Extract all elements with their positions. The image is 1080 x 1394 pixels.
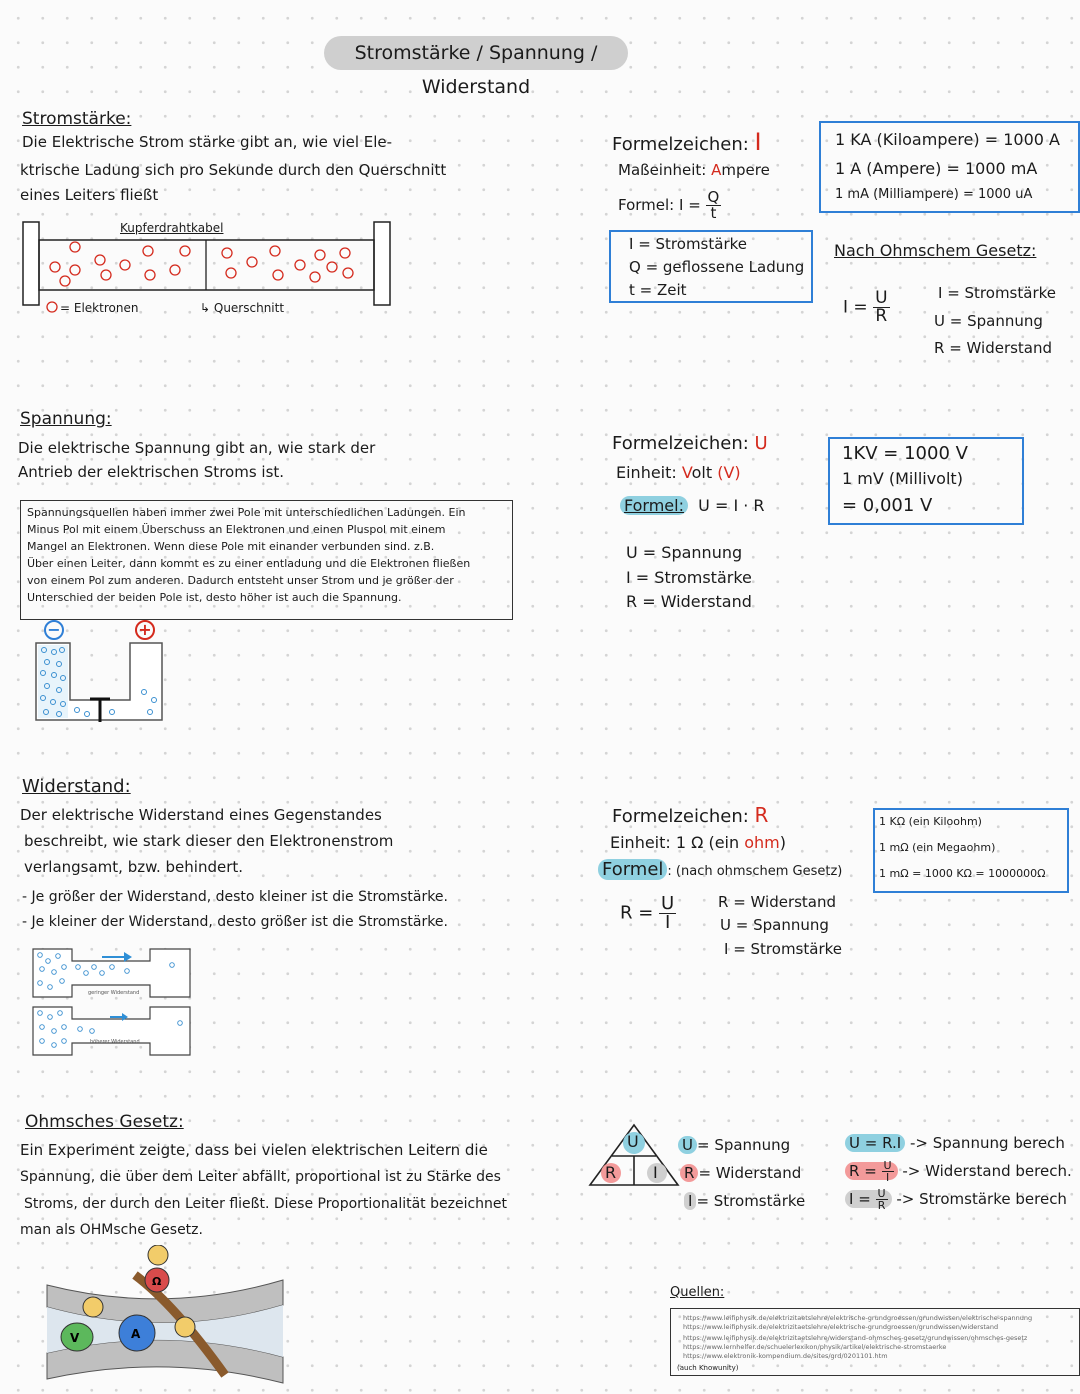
unit-conversion: 1 KA (Kiloampere) = 1000 A — [835, 130, 1060, 149]
spannung-formula-sign: Formelzeichen: U — [612, 433, 768, 454]
widerstand-units-box — [873, 808, 1069, 893]
strom-formula-sign: Formelzeichen: I — [612, 128, 762, 156]
widerstand-formula-sign: Formelzeichen: R — [612, 803, 769, 827]
spannung-info-box — [20, 500, 513, 620]
minus-pole-icon: − — [44, 620, 64, 640]
source-note: (auch Knowunity) — [677, 1364, 739, 1372]
definition-item: I = Stromstärke — [629, 235, 747, 253]
widerstand-formula-note: Formel : (nach ohmschem Gesetz) — [598, 861, 842, 879]
source-link[interactable]: https://www.leifiphysik.de/elektrizitaetslehre/widerstand-ohmsches-gesetz/grundwissen/ohmsches-gesetz — [683, 1334, 1028, 1342]
info-line: von einem Pol zum anderen. Dadurch entsteht unser Strom und je größer der — [27, 574, 454, 587]
strom-units-box — [819, 121, 1080, 213]
ohm-law-formula: I = $\frac{U}{R}$ — [843, 288, 888, 326]
widerstand-unit: Einheit: 1 Ω (ein ohm) — [610, 833, 786, 852]
page-title: Stromstärke / Spannung / Widerstand — [324, 36, 628, 70]
strom-formula: Formel: I = $\frac{Q}{t}$ — [618, 188, 720, 222]
unit-conversion: 1 KΩ (ein Kiloohm) — [879, 815, 982, 828]
triangle-i: I — [653, 1163, 658, 1182]
calc-row: I = $\frac{U}{R}$ -> Stromstärke berech — [845, 1188, 1067, 1211]
source-link[interactable]: https://www.lernhelfer.de/schuelerlexikon/physik/artikel/elektrische-stromstaerke — [683, 1343, 947, 1351]
strom-text-line: ktrische Ladung sich pro Sekunde durch den Querschnitt — [20, 161, 447, 179]
strom-definitions-box — [609, 230, 813, 303]
plus-pole-icon: + — [135, 620, 155, 640]
info-line: Minus Pol mit einem Überschuss an Elektronen und einen Pluspol mit einem — [27, 523, 446, 536]
triangle-u: U — [627, 1132, 639, 1151]
strom-unit: Maßeinheit: Ampere — [618, 161, 770, 179]
ohm-text-line: man als OHMsche Gesetz. — [20, 1222, 203, 1238]
high-resistance-label: höherer Widerstand — [90, 1039, 140, 1045]
widerstand-text-line: beschreibt, wie stark dieser den Elektronenstrom — [24, 832, 394, 850]
spannung-units-box — [828, 437, 1024, 525]
source-link[interactable]: https://www.leifiphysik.de/elektrizitaetslehre/elektrische-grundgroessen/grundwissen/widerstand — [683, 1323, 999, 1331]
strom-text-line: Die Elektrische Strom stärke gibt an, wie viel Ele- — [22, 133, 393, 151]
spannung-definition: U = Spannung — [626, 543, 743, 562]
definition-item: t = Zeit — [629, 281, 687, 299]
unit-conversion: 1 mA (Milliampere) = 1000 uA — [835, 187, 1033, 202]
sources-box — [670, 1308, 1080, 1376]
triangle-legend-item: U = Spannung — [678, 1138, 790, 1153]
svg-text:Ω: Ω — [152, 1275, 162, 1288]
info-line: Spannungsquellen haben immer zwei Pole mit unterschiedlichen Ladungen. Ein — [27, 506, 466, 519]
widerstand-definition: I = Stromstärke — [724, 940, 842, 958]
definition-item: Q = geflossene Ladung — [629, 258, 805, 276]
section-heading-widerstand: Widerstand: — [22, 776, 131, 797]
unit-conversion: = 0,001 V — [842, 495, 933, 516]
calc-row: U = R.I -> Spannung berech — [845, 1136, 1065, 1151]
section-heading-strom: Stromstärke: — [22, 109, 132, 129]
unit-conversion: 1 mV (Millivolt) — [842, 469, 963, 488]
spannung-unit: Einheit: Volt (V) — [616, 463, 741, 482]
strom-text-line: eines Leiters fließt — [20, 186, 159, 204]
ohm-text-line: Ein Experiment zeigte, dass bei vielen elektrischen Leitern die — [20, 1141, 488, 1159]
info-line: Über einen Leiter, dann kommt es zu einer entladung und die Elektronen fließen — [27, 557, 471, 570]
source-link[interactable]: https://www.leifiphysik.de/elektrizitaetslehre/elektrische-grundgroessen/grundwissen/elektrische-spannung — [683, 1314, 1033, 1322]
cross-section-label: ↳ Querschnitt — [200, 301, 285, 315]
ohm-definition: U = Spannung — [934, 312, 1043, 330]
ohm-cartoon-illustration — [45, 1245, 295, 1387]
ohm-definition: I = Stromstärke — [938, 284, 1056, 302]
spannung-formula: Formel: U = I · R — [620, 498, 765, 514]
unit-conversion: 1 A (Ampere) = 1000 mA — [835, 159, 1038, 178]
wire-label: Kupferdrahtkabel — [120, 221, 224, 235]
calc-row: R = $\frac{U}{I}$ -> Widerstand berech. — [845, 1160, 1072, 1183]
section-heading-ohm: Ohmsches Gesetz: — [25, 1112, 184, 1132]
ohm-text-line: Stroms, der durch den Leiter fließt. Diese Proportionalität bezeichnet — [24, 1196, 508, 1212]
unit-conversion: 1KV = 1000 V — [842, 443, 968, 464]
ohm-definition: R = Widerstand — [934, 339, 1053, 357]
triangle-legend-item: I = Stromstärke — [684, 1194, 805, 1209]
triangle-legend-item: R = Widerstand — [680, 1166, 801, 1181]
info-line: Unterschied der beiden Pole ist, desto höher ist auch die Spannung. — [27, 591, 402, 604]
triangle-r: R — [605, 1163, 617, 1182]
widerstand-text-line: Der elektrische Widerstand eines Gegenstandes — [20, 806, 382, 824]
widerstand-definition: R = Widerstand — [718, 893, 837, 911]
spannung-definition: R = Widerstand — [626, 592, 752, 611]
spannung-text-line: Die elektrische Spannung gibt an, wie stark der — [18, 439, 376, 457]
widerstand-formula: R = $\frac{U}{I}$ — [620, 893, 675, 933]
sources-heading: Quellen: — [670, 1285, 725, 1300]
widerstand-bullet: - Je kleiner der Widerstand, desto größer ist die Stromstärke. — [22, 914, 448, 930]
widerstand-definition: U = Spannung — [720, 916, 829, 934]
section-heading-spannung: Spannung: — [20, 409, 112, 429]
widerstand-bullet: - Je größer der Widerstand, desto kleiner ist die Stromstärke. — [22, 889, 448, 905]
info-line: Mangel an Elektronen. Wenn diese Pole mit einander verbunden sind. z.B. — [27, 540, 435, 553]
low-resistance-label: geringer Widerstand — [88, 990, 140, 996]
svg-text:A: A — [131, 1327, 141, 1341]
ohm-text-line: Spannung, die über dem Leiter abfällt, proportional ist zu Stärke des — [20, 1169, 501, 1185]
svg-text:V: V — [70, 1331, 80, 1345]
source-link[interactable]: https://www.elektronik-kompendium.de/sites/grd/0201101.htm — [683, 1352, 888, 1360]
spannung-text-line: Antrieb der elektrischen Stroms ist. — [18, 463, 285, 481]
unit-conversion: 1 mΩ = 1000 KΩ = 1000000Ω — [879, 867, 1046, 880]
electron-legend: = Elektronen — [60, 301, 139, 315]
widerstand-text-line: verlangsamt, bzw. behindert. — [24, 858, 244, 876]
unit-conversion: 1 mΩ (ein Megaohm) — [879, 841, 996, 854]
spannung-definition: I = Stromstärke — [626, 568, 752, 587]
ohm-law-heading: Nach Ohmschem Gesetz: — [834, 241, 1037, 260]
voltage-source-illustration — [32, 640, 167, 725]
